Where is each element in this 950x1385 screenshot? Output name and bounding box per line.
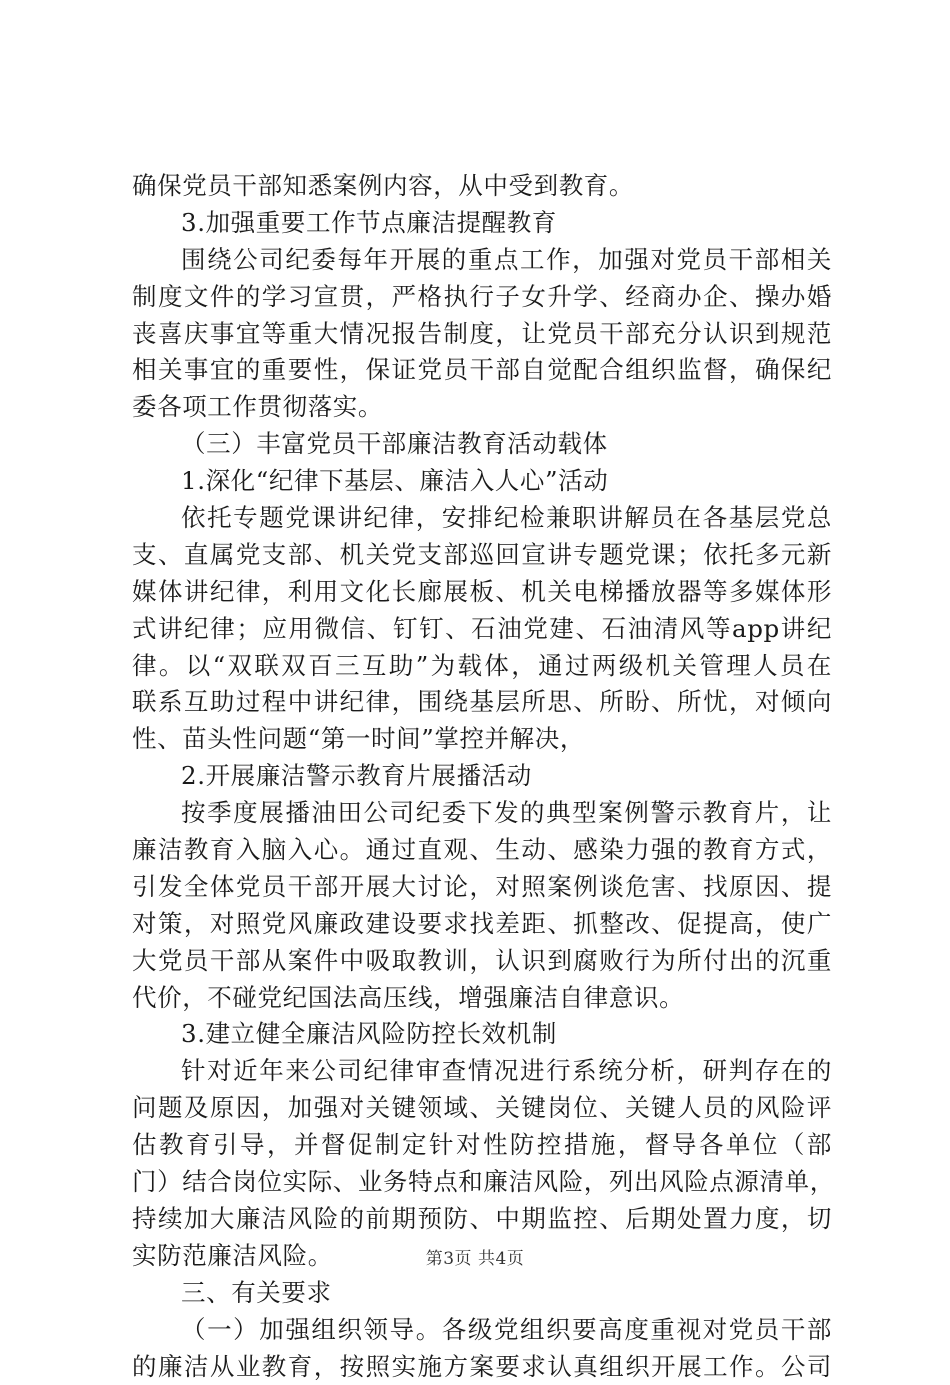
section-heading: 3.加强重要工作节点廉洁提醒教育 <box>132 205 832 242</box>
text-line: 确保党员干部知悉案例内容，从中受到教育。 <box>132 168 832 205</box>
section-heading: （三）丰富党员干部廉洁教育活动载体 <box>132 426 832 463</box>
section-heading: 1.深化“纪律下基层、廉洁入人心”活动 <box>132 463 832 500</box>
text-line: 性、苗头性问题“第一时间”掌控并解决， <box>132 721 832 758</box>
text-line: 针对近年来公司纪律审查情况进行系统分析，研判存在的 <box>132 1053 832 1090</box>
text-line: 持续加大廉洁风险的前期预防、中期监控、后期处置力度，切 <box>132 1201 832 1238</box>
text-line: 的廉洁从业教育，按照实施方案要求认真组织开展工作。公司 <box>132 1349 832 1385</box>
section-heading: 2.开展廉洁警示教育片展播活动 <box>132 758 832 795</box>
text-line: 联系互助过程中讲纪律，围绕基层所思、所盼、所忧，对倾向 <box>132 684 832 721</box>
text-line: 支、直属党支部、机关党支部巡回宣讲专题党课；依托多元新 <box>132 537 832 574</box>
section-heading: 3.建立健全廉洁风险防控长效机制 <box>132 1016 832 1053</box>
text-line: 媒体讲纪律，利用文化长廊展板、机关电梯播放器等多媒体形 <box>132 574 832 611</box>
text-line: 委各项工作贯彻落实。 <box>132 389 832 426</box>
text-line: （一）加强组织领导。各级党组织要高度重视对党员干部 <box>132 1312 832 1349</box>
text-line: 围绕公司纪委每年开展的重点工作，加强对党员干部相关 <box>132 242 832 279</box>
text-line: 丧喜庆事宜等重大情况报告制度，让党员干部充分认识到规范 <box>132 316 832 353</box>
text-line: 制度文件的学习宣贯，严格执行子女升学、经商办企、操办婚 <box>132 279 832 316</box>
text-line: 廉洁教育入脑入心。通过直观、生动、感染力强的教育方式， <box>132 832 832 869</box>
text-line: 引发全体党员干部开展大讨论，对照案例谈危害、找原因、提 <box>132 869 832 906</box>
document-body <box>132 168 832 1385</box>
text-line: 实防范廉洁风险。 <box>132 1238 832 1275</box>
page-number-footer: 第3页 共4页 <box>0 1244 950 1269</box>
text-line: 依托专题党课讲纪律，安排纪检兼职讲解员在各基层党总 <box>132 500 832 537</box>
text-line: 按季度展播油田公司纪委下发的典型案例警示教育片，让 <box>132 795 832 832</box>
text-line: 对策，对照党风廉政建设要求找差距、抓整改、促提高，使广 <box>132 906 832 943</box>
section-heading: 三、有关要求 <box>132 1275 832 1312</box>
text-line: 律。以“双联双百三互助”为载体，通过两级机关管理人员在 <box>132 648 832 685</box>
text-line: 大党员干部从案件中吸取教训，认识到腐败行为所付出的沉重 <box>132 943 832 980</box>
text-line: 式讲纪律；应用微信、钉钉、石油党建、石油清风等app讲纪 <box>132 611 832 648</box>
text-line: 门）结合岗位实际、业务特点和廉洁风险，列出风险点源清单， <box>132 1164 832 1201</box>
text-line: 估教育引导，并督促制定针对性防控措施，督导各单位（部 <box>132 1127 832 1164</box>
text-line: 代价，不碰党纪国法高压线，增强廉洁自律意识。 <box>132 980 832 1017</box>
text-line: 问题及原因，加强对关键领域、关键岗位、关键人员的风险评 <box>132 1090 832 1127</box>
text-line: 相关事宜的重要性，保证党员干部自觉配合组织监督，确保纪 <box>132 352 832 389</box>
